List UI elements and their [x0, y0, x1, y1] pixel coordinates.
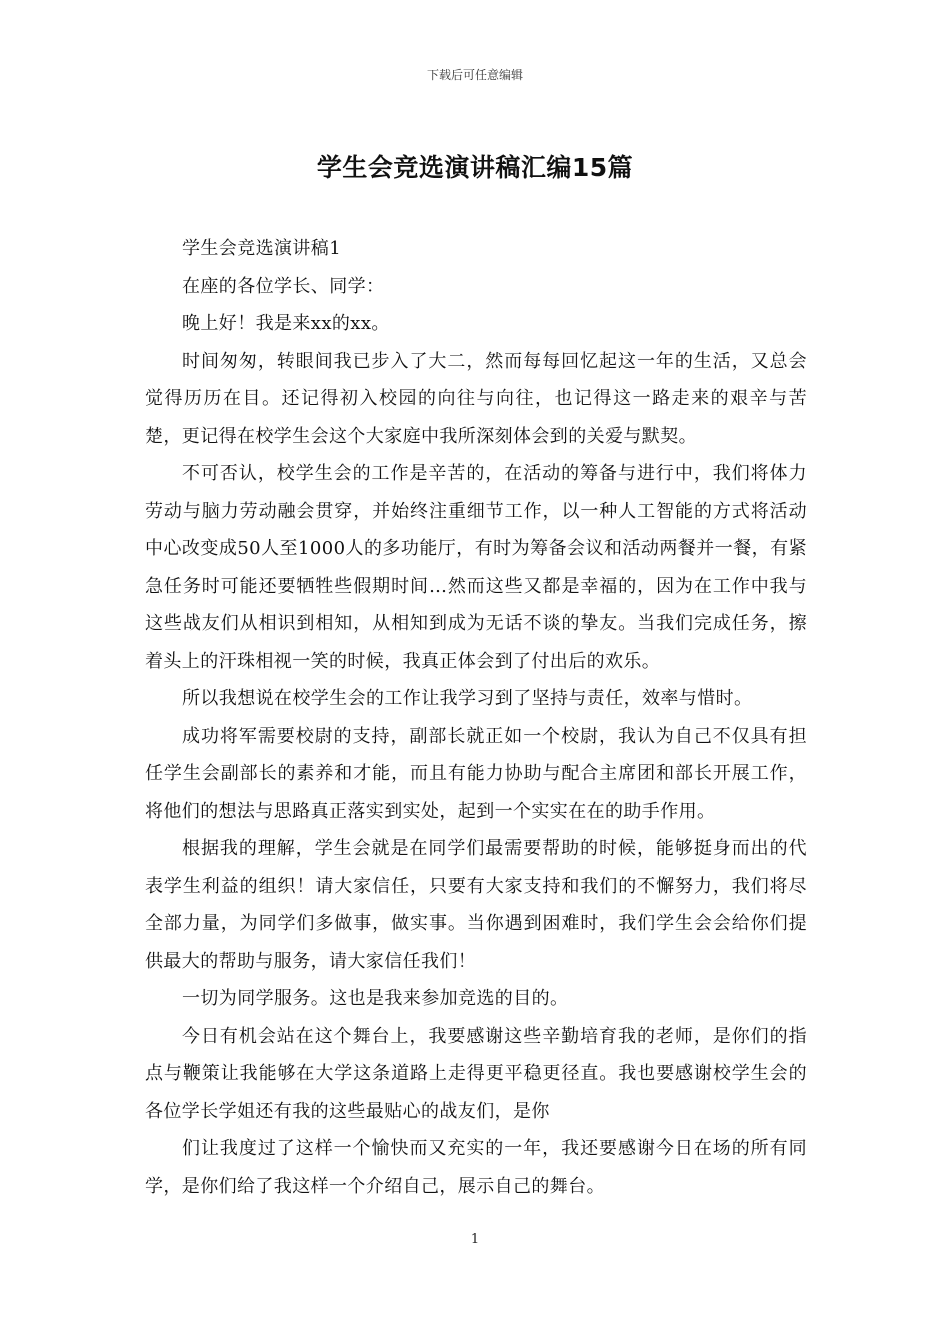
document-body: [145, 230, 807, 1205]
document-title: 学生会竞选演讲稿汇编15篇: [316, 153, 634, 182]
paragraph: 所以我想说在校学生会的工作让我学习到了坚持与责任，效率与惜时。: [182, 688, 753, 709]
paragraph: 今日有机会站在这个舞台上，我要感谢这些辛勤培育我的老师，是你们的指点与鞭策让我能够在大学这条道路上走得更平稳更径直。我也要感谢校学生会的各位学长学姐还有我的这些最贴心的战友们，是你: [145, 1025, 807, 1122]
paragraph: 一切为同学服务。这也是我来参加竞选的目的。: [182, 988, 569, 1009]
paragraph: 根据我的理解，学生会就是在同学们最需要帮助的时候，能够挺身而出的代表学生利益的组织！请大家信任，只要有大家支持和我们的不懈努力，我们将尽全部力量，为同学们多做事，做实事。当你遇到困难时，我们学生会会给你们提供最大的帮助与服务，请大家信任我们！: [145, 838, 807, 972]
page-header-note: 下载后可任意编辑: [426, 68, 523, 82]
paragraph: 学生会竞选演讲稿1: [182, 238, 342, 259]
paragraph: 不可否认，校学生会的工作是辛苦的，在活动的筹备与进行中，我们将体力劳动与脑力劳动融会贯穿，并始终注重细节工作，以一种人工智能的方式将活动中心改变成50人至1000人的多功能厅，有时为筹备会议和活动两餐并一餐，有紧急任务时可能还要牺牲些假期时间…然而这些又都是幸福的，因为在工作中我与这些战友们从相识到相知，从相知到成为无话不谈的挚友。当我们完成任务，擦着头上的汗珠相视一笑的时候，我真正体会到了付出后的欢乐。: [145, 463, 807, 672]
paragraph: 们让我度过了这样一个愉快而又充实的一年，我还要感谢今日在场的所有同学，是你们给了我这样一个介绍自己，展示自己的舞台。: [145, 1138, 807, 1197]
paragraph: 时间匆匆，转眼间我已步入了大二，然而每每回忆起这一年的生活，又总会觉得历历在目。还记得初入校园的向往与向往，也记得这一路走来的艰辛与苦楚，更记得在校学生会这个大家庭中我所深刻体会到的关爱与默契。: [145, 350, 807, 447]
page-number: 1: [470, 1232, 480, 1247]
paragraph: 成功将军需要校尉的支持，副部长就正如一个校尉，我认为自己不仅具有担任学生会副部长的素养和才能，而且有能力协助与配合主席团和部长开展工作，将他们的想法与思路真正落实到实处，起到一个实实在在的助手作用。: [145, 725, 807, 822]
paragraph: 晚上好！我是来xx的xx。: [182, 313, 390, 334]
paragraph: 在座的各位学长、同学：: [182, 275, 385, 297]
